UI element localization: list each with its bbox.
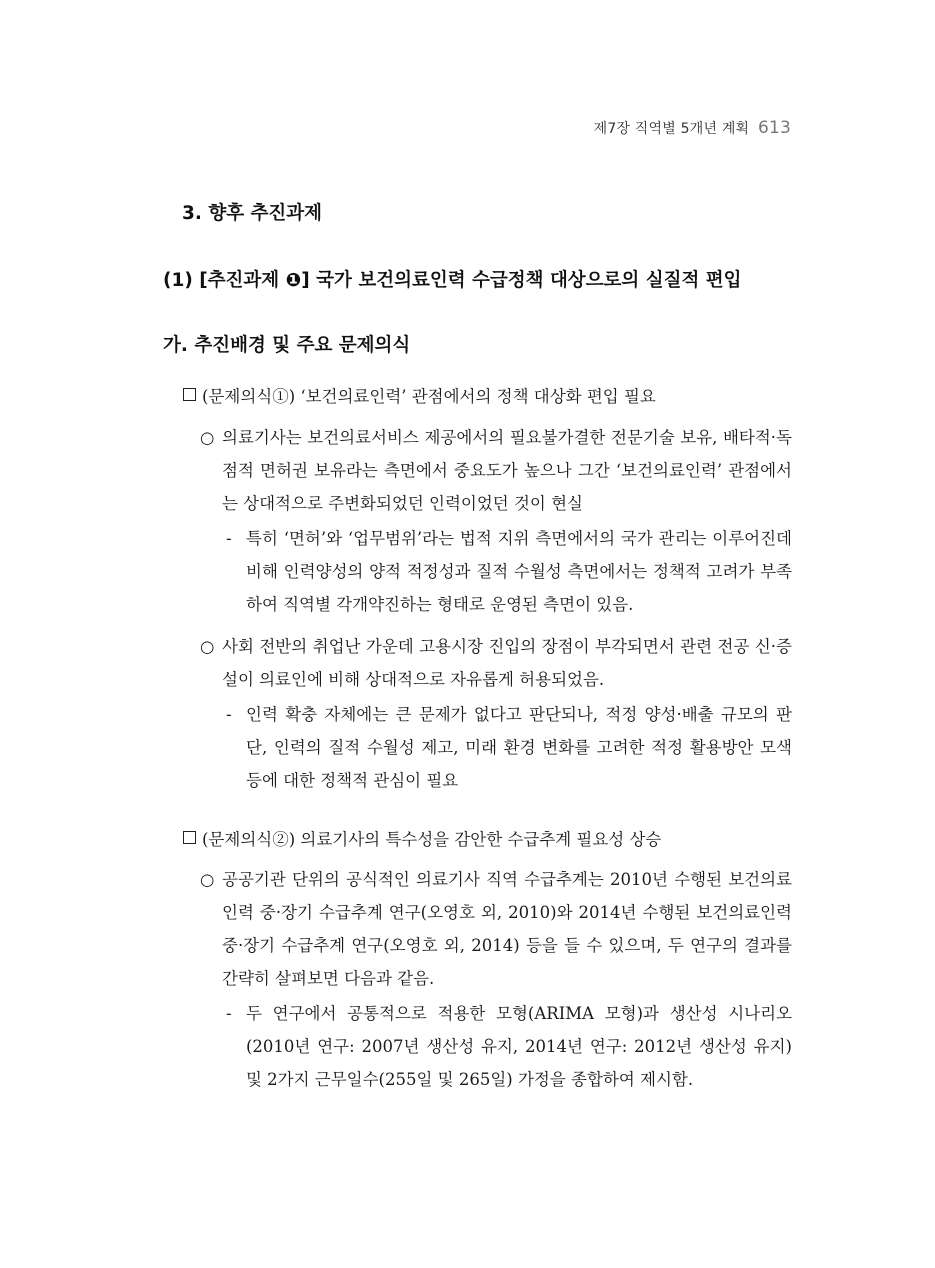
circle-bullet-icon: ○: [200, 870, 215, 889]
issue-2-point-1-text: 공공기관 단위의 공식적인 의료기사 직역 수급추계는 2010년 수행된 보건의료인력 중·장기 수급추계 연구(오영호 외, 2010)와 2014년 수행된 보건의료인력 중·장기 수급추계 연구(오영호 외, 2014) 등을 들 수 있으며, 두 연구의 결과를 간략히 살펴보면 다음과 같음.: [222, 870, 792, 988]
issue-2-point-1-detail: [226, 997, 792, 1096]
issue-1-point-1-text: 의료기사는 보건의료서비스 제공에서의 필요불가결한 전문기술 보유, 배타적·독점적 면허권 보유라는 측면에서 중요도가 높으나 그간 ‘보건의료인력’ 관점에서는 상대적으로 주변화되었던 인력이었던 것이 현실: [222, 428, 792, 513]
page-number: 613: [757, 118, 791, 138]
issue-2-point-1-detail-text: 두 연구에서 공통적으로 적용한 모형(ARIMA 모형)과 생산성 시나리오(2010년 연구: 2007년 생산성 유지, 2014년 연구: 2012년 생산성 유지) 및 2가지 근무일수(255일 및 265일) 가정을 종합하여 제시함.: [246, 1004, 792, 1089]
chapter-title: 제7장 직역별 5개년 계획: [593, 121, 750, 137]
dash-bullet: -: [226, 529, 232, 548]
issue-1-title: [183, 383, 656, 407]
issue-2-point-1: [200, 863, 792, 995]
circle-bullet-icon: ○: [200, 637, 215, 656]
issue-1-title-text: (문제의식①) ‘보건의료인력’ 관점에서의 정책 대상화 편입 필요: [202, 387, 656, 406]
dash-bullet: -: [226, 705, 232, 724]
section-heading: 3. 향후 추진과제: [182, 203, 323, 224]
dash-bullet: -: [226, 1004, 232, 1023]
issue-2-title-text: (문제의식②) 의료기사의 특수성을 감안한 수급추계 필요성 상승: [202, 830, 662, 849]
circle-bullet-icon: ○: [200, 428, 215, 447]
issue-1-point-2: [200, 630, 792, 696]
issue-2-title: [183, 826, 661, 850]
issue-1-point-2-detail: [226, 698, 792, 797]
running-header: [594, 118, 791, 138]
square-bullet-icon: [183, 388, 196, 401]
task-heading: (1) [추진과제 ❶] 국가 보건의료인력 수급정책 대상으로의 실질적 편입: [163, 270, 742, 291]
issue-1-point-2-detail-text: 인력 확충 자체에는 큰 문제가 없다고 판단되나, 적정 양성·배출 규모의 판단, 인력의 질적 수월성 제고, 미래 환경 변화를 고려한 적정 활용방안 모색 등에 대한 정책적 관심이 필요: [246, 705, 792, 790]
issue-1-point-1: [200, 421, 792, 520]
subsection-heading: 가. 추진배경 및 주요 문제의식: [163, 335, 411, 356]
square-bullet-icon: [183, 831, 196, 844]
issue-1-point-2-text: 사회 전반의 취업난 가운데 고용시장 진입의 장점이 부각되면서 관련 전공 신·증설이 의료인에 비해 상대적으로 자유롭게 허용되었음.: [222, 637, 792, 689]
issue-1-point-1-detail: [226, 522, 792, 621]
issue-1-point-1-detail-text: 특히 ‘면허’와 ‘업무범위’라는 법적 지위 측면에서의 국가 관리는 이루어진데 비해 인력양성의 양적 적정성과 질적 수월성 측면에서는 정책적 고려가 부족하여 직역별 각개약진하는 형태로 운영된 측면이 있음.: [246, 529, 792, 614]
